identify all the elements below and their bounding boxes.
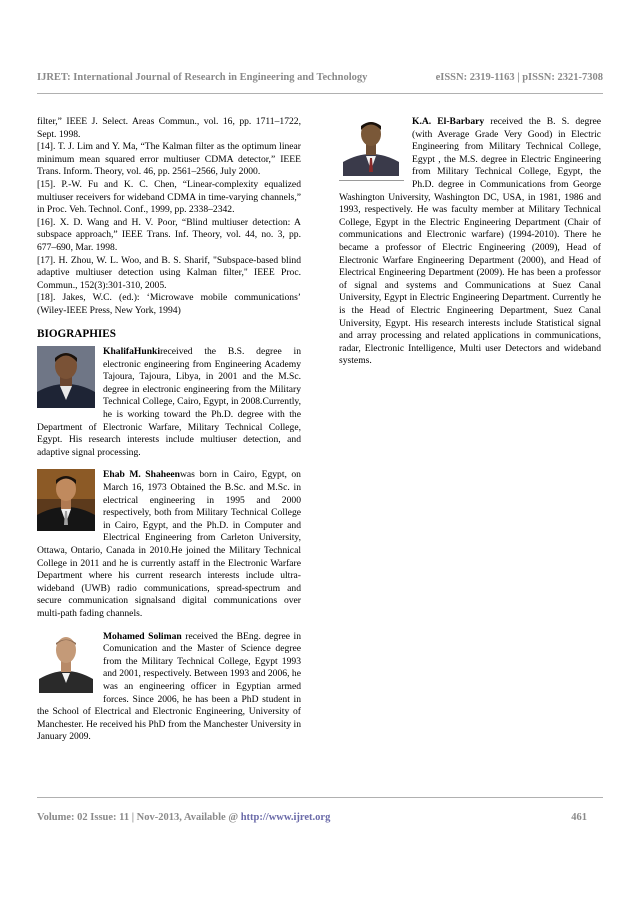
reference-14: [14]. T. J. Lim and Y. Ma, “The Kalman filter as the optimum linear minimum mean squared error multiuser CDMA detector,” IEEE Trans. Inform. Theory, vol. 46, pp. 2561–2566, July 2000.	[37, 141, 301, 178]
bio-name-shaheen: Ehab M. Shaheen	[103, 469, 180, 481]
bio-text-shaheen: was born in Cairo, Egypt, on March 16, 1973 Obtained the B.Sc. and M.Sc. in electrical engineering in 1995 and 2000 respectively, both from Military Technical College in Cairo, Egypt, and the Ph.D. in Computer and Electrical Engineering from Carleton University, Ottawa, Ontario, Canada in 2010.He joined the Military Technical College in 2011 and he is currently astaff in the Electronic Warfare Department where his current research interests include ultra-wideband (UWB) radio communications, spread-spectrum and secure communication signalsand digital communications over multi-path fading channels.	[37, 469, 301, 619]
issn-info: eISSN: 2319-1163 | pISSN: 2321-7308	[435, 72, 603, 83]
author-photo-elbarbary	[339, 116, 404, 184]
right-column	[339, 116, 601, 378]
journal-title: IJRET: International Journal of Research in Engineering and Technology	[37, 72, 368, 83]
author-photo-shaheen	[37, 469, 95, 531]
header-rule	[37, 93, 603, 94]
biography-shaheen	[37, 469, 301, 620]
biographies-heading: BIOGRAPHIES	[37, 327, 116, 340]
bio-name-elbarbary: K.A. El-Barbary	[412, 116, 485, 127]
reference-13-cont: filter,” IEEE J. Select. Areas Commun., vol. 16, pp. 1711–1722, Sept. 1998.	[37, 116, 301, 140]
footer-volume	[37, 812, 330, 823]
bio-name-soliman: Mohamed Soliman	[103, 630, 182, 642]
journal-link[interactable]: http://www.ijret.org	[240, 812, 331, 823]
bio-text-hunki: received the B.S. degree in electronic engineering from Engineering Academy Tajoura, Tajoura, Libya, in 2001 and the M.Sc. degree in electronic engineering from the Military Technical College, Cairo, Egypt, in 2008.Currently, he is working toward the Ph.D. degree with the Department of Electronic Warfare, Military Technical College, Egypt. His research interests include multiuser detection, and adaptive signal processing.	[37, 346, 301, 458]
reference-17: [17]. H. Zhou, W. L. Woo, and B. S. Sharif, "Subspace-based blind adaptive multiuser detection using Kalman filter," IEEE Proc. Commun., 152(3):301-310, 2005.	[37, 254, 301, 291]
references-list	[37, 116, 301, 318]
biography-hunki	[37, 346, 301, 459]
reference-18: [18]. Jakes, W.C. (ed.): ‘Microwave mobile communications’ (Wiley-IEEE Press, New York, 1994)	[37, 292, 301, 316]
reference-16: [16]. X. D. Wang and H. V. Poor, “Blind multiuser detection: A subspace approach,” IEEE Trans. Inf. Theory, vol. 44, no. 3, pp. 677–690, Mar. 1998.	[37, 216, 301, 253]
bio-text-elbarbary: received the B. S. degree (with Average Grade Very Good) in Electric Engineering from Military Technical College, Egypt , the M.S. degree in Electric Engineering from Military Technical College, Egypt, the Ph.D. degree in Communications from George Washington University, Washington DC, USA, in 1981, 1986 and 1993, respectively. He was faculty member at Military Technical College, Egypt in the Electric Engineering Department (Chair of communications and Electronic warfare) (1994-2010). There he became a professor of Electric Engineering (2009), Head of Electronic Warfare Engineering Department (2000), and Head of Electrical Engineering Department (2009). He has been a professor of signal and systems and Communications at Suez Canal University, Egypt in Electric Engineering Department. Currently he is the Head of Electric Engineering Department, Suez Canal University, Egypt. His research interests include Statistical signal and array processing and related applications in communications, radar, Electronic Intelligence, Multi user Detectors and wideband systems.	[339, 116, 601, 367]
footer-text: Volume: 02 Issue: 11 | Nov-2013, Available @	[37, 812, 241, 823]
author-photo-hunki	[37, 346, 95, 408]
biography-elbarbary	[339, 116, 601, 368]
reference-15: [15]. P.-W. Fu and K. C. Chen, “Linear-complexity equalized multiuser receivers for wideband CDMA in time-varying channels,” in Proc. Veh. Technol. Conf., 1999, pp. 2338–2342.	[37, 178, 301, 216]
footer-rule	[37, 797, 603, 798]
biography-soliman	[37, 631, 301, 744]
bio-name-hunki: KhalifaHunki	[103, 346, 161, 358]
left-column	[37, 116, 301, 754]
bio-text-soliman: received the BEng. degree in Comunication and the Master of Science degree from the Military Technical College, Egypt 1993 and 2001, respectively. Between 1993 and 2006, he was an engineering officer in Egyptian armed forces. Since 2006, he has been a PhD student in the School of Electrical and Electronic Engineering, University of Manchester. He received his PhD from the Manchester University in January 2009.	[37, 630, 301, 743]
author-photo-soliman	[37, 631, 95, 693]
page-number: 461	[571, 812, 587, 823]
